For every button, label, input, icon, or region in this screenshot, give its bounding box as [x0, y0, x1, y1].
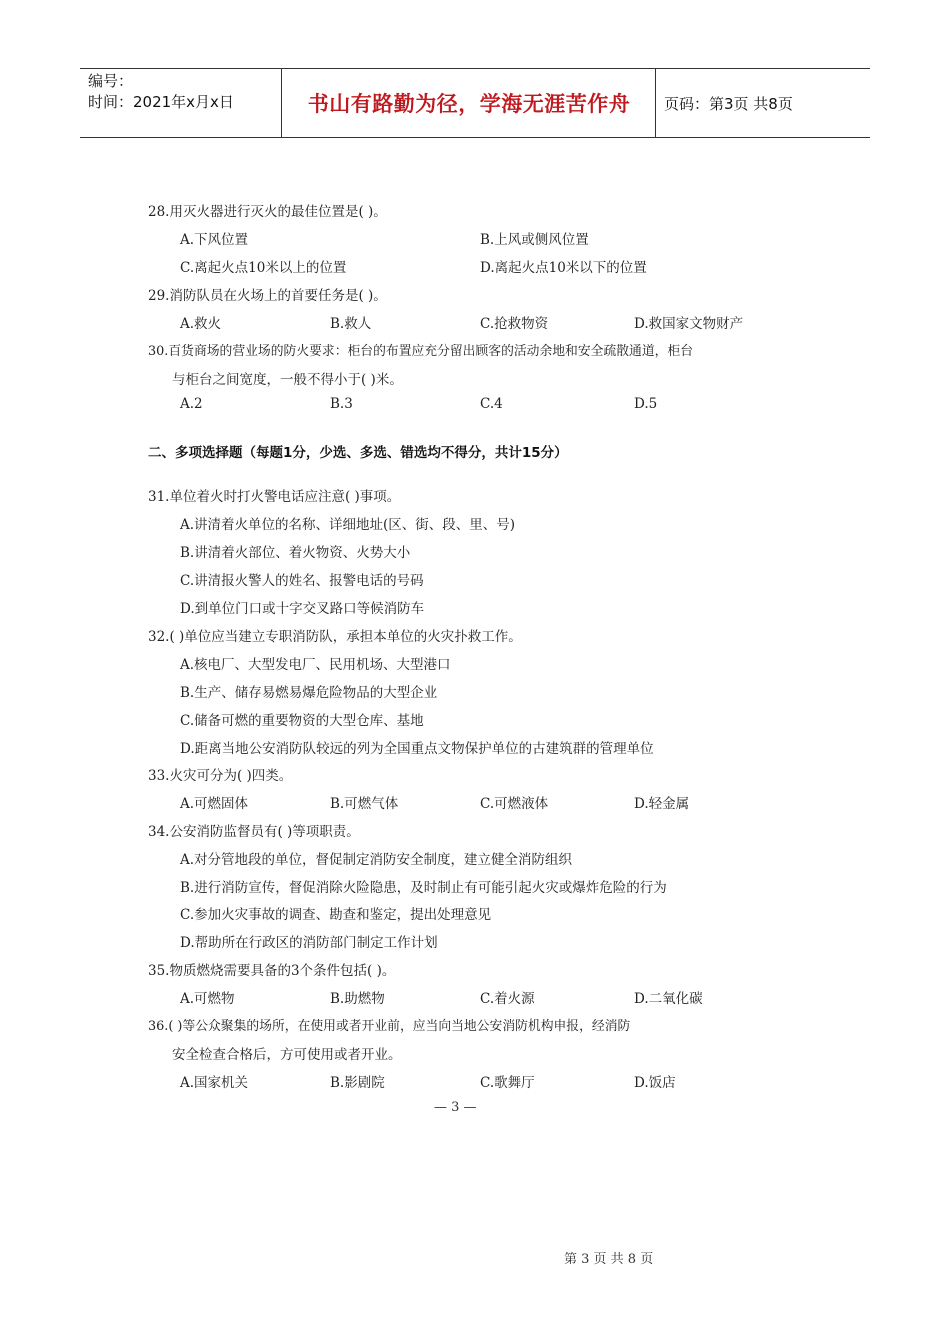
q36-option-d: D.饭店: [634, 1075, 676, 1091]
question-34-stem: 34.公安消防监督员有( )等项职责。: [148, 824, 360, 840]
question-30-stem-cont: 与柜台之间宽度，一般不得小于( )米。: [172, 372, 403, 388]
question-33-stem: 33.火灾可分为( )四类。: [148, 768, 293, 784]
q29-option-a: A.救火: [180, 316, 222, 332]
q36-option-c: C.歌舞厅: [480, 1075, 535, 1091]
q35-option-d: D.二氧化碳: [634, 991, 703, 1007]
question-36-stem: 36.( )等公众聚集的场所，在使用或者开业前，应当向当地公安消防机构申报，经消防: [148, 1019, 631, 1034]
question-29-stem: 29.消防队员在火场上的首要任务是( )。: [148, 288, 387, 304]
q28-option-b: B.上风或侧风位置: [480, 232, 589, 248]
q30-option-d: D.5: [634, 396, 658, 412]
q35-option-a: A.可燃物: [180, 991, 235, 1007]
time-label: 时间：2021年x月x日: [88, 93, 234, 111]
question-35-stem: 35.物质燃烧需要具备的3个条件包括( )。: [148, 963, 396, 979]
q35-option-b: B.助燃物: [330, 991, 385, 1007]
q30-option-c: C.4: [480, 396, 503, 412]
q33-option-b: B.可燃气体: [330, 796, 399, 812]
q35-option-c: C.着火源: [480, 991, 535, 1007]
q32-option-c: C.储备可燃的重要物资的大型仓库、基地: [180, 713, 424, 729]
page-header: [80, 68, 870, 138]
q30-option-b: B.3: [330, 396, 353, 412]
q34-option-c: C.参加火灾事故的调查、勘查和鉴定，提出处理意见: [180, 907, 492, 923]
q36-option-b: B.影剧院: [330, 1075, 385, 1091]
q36-option-a: A.国家机关: [180, 1075, 249, 1091]
q31-option-a: A.讲清着火单位的名称、详细地址(区、街、段、里、号): [180, 517, 516, 533]
header-left: [88, 71, 234, 113]
q32-option-a: A.核电厂、大型发电厂、民用机场、大型港口: [180, 657, 451, 673]
q34-option-a: A.对分管地段的单位，督促制定消防安全制度，建立健全消防组织: [180, 852, 573, 868]
serial-label: 编号：: [88, 72, 134, 90]
q34-option-b: B.进行消防宣传，督促消除火险隐患，及时制止有可能引起火灾或爆炸危险的行为: [180, 880, 667, 896]
q29-option-d: D.救国家文物财产: [634, 316, 744, 332]
q33-option-c: C.可燃液体: [480, 796, 549, 812]
q28-option-a: A.下风位置: [180, 232, 249, 248]
q31-option-d: D.到单位门口或十字交叉路口等候消防车: [180, 601, 425, 617]
header-page-label: 页码：第3页 共8页: [664, 95, 793, 113]
page-footer: 第 3 页 共 8 页: [564, 1252, 654, 1267]
question-31-stem: 31.单位着火时打火警电话应注意( )事项。: [148, 489, 401, 505]
q28-option-c: C.离起火点10米以上的位置: [180, 260, 347, 276]
q33-option-a: A.可燃固体: [180, 796, 249, 812]
q34-option-d: D.帮助所在行政区的消防部门制定工作计划: [180, 935, 438, 951]
section-2-title: 二、多项选择题（每题1分，少选、多选、错选均不得分，共计15分）: [148, 445, 568, 461]
q29-option-c: C.抢救物资: [480, 316, 549, 332]
question-28-stem: 28.用灭火器进行灭火的最佳位置是( )。: [148, 204, 387, 220]
inner-page-number: — 3 —: [434, 1100, 477, 1115]
question-36-stem-cont: 安全检查合格后，方可使用或者开业。: [172, 1047, 402, 1063]
question-32-stem: 32.( )单位应当建立专职消防队，承担本单位的火灾扑救工作。: [148, 629, 522, 645]
question-30-stem: 30.百货商场的营业场的防火要求：柜台的布置应充分留出顾客的活动余地和安全疏散通道，柜台: [148, 344, 694, 359]
q31-option-c: C.讲清报火警人的姓名、报警电话的号码: [180, 573, 424, 589]
header-motto: 书山有路勤为径，学海无涯苦作舟: [307, 92, 631, 116]
q32-option-d: D.距离当地公安消防队较远的列为全国重点文物保护单位的古建筑群的管理单位: [180, 741, 654, 757]
q29-option-b: B.救人: [330, 316, 372, 332]
q30-option-a: A.2: [180, 396, 203, 412]
q31-option-b: B.讲清着火部位、着火物资、火势大小: [180, 545, 411, 561]
q32-option-b: B.生产、储存易燃易爆危险物品的大型企业: [180, 685, 438, 701]
q28-option-d: D.离起火点10米以下的位置: [480, 260, 647, 276]
q33-option-d: D.轻金属: [634, 796, 690, 812]
